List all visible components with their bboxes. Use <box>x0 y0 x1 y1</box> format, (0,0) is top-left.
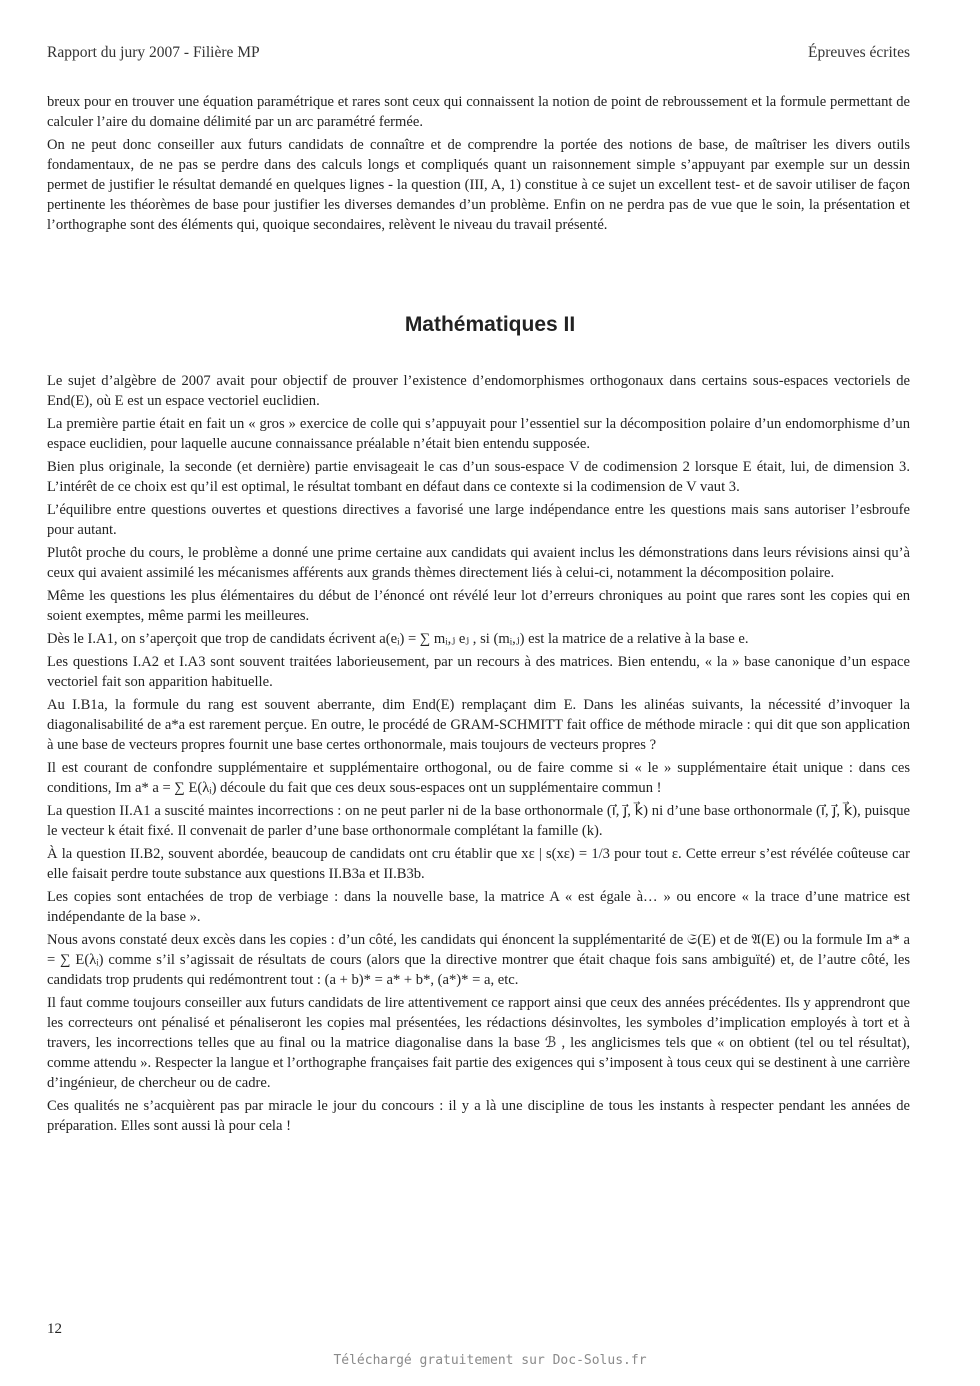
paragraph: À la question II.B2, souvent abordée, beaucoup de candidats ont cru établir que xε | s(xε) = 1/3 pour tout ε. Cette erreur s’est révélée coûteuse car elle faisait perdre toute substance aux questions II.B3a et II.B3b. <box>47 846 910 882</box>
paragraph: Le sujet d’algèbre de 2007 avait pour objectif de prouver l’existence d’endomorphismes orthogonaux dans certains sous-espaces vectoriels de End(E), où E est un espace vectoriel euclidien. <box>47 373 910 409</box>
page-number: 12 <box>47 1321 62 1337</box>
paragraph: On ne peut donc conseiller aux futurs candidats de connaître et de comprendre la portée des notions de base, de maîtriser les divers outils fondamentaux, de ne pas se perdre dans des calculs longs et compliqués quant un raisonnement simple s’appuyant par exemple sur un dessin permet de justifier le résultat demandé en quelques lignes - la question (III, A, 1) constitue à ce sujet un excellent test- et de savoir utiliser de façon pertinente les théorèmes de base pour justifier les diverses demandes d’un problème. Enfin on ne perdra pas de vue que le soin, la présentation et l’orthographe sont des éléments qui, quoique secondaires, relèvent le niveau du travail présenté. <box>47 137 910 233</box>
paragraph: Plutôt proche du cours, le problème a donné une prime certaine aux candidats qui avaient inclus les démonstrations dans leurs révisions ainsi qu’à ceux qui avaient assimilé les mécanismes afférents aux grands thèmes directement liés à celui-ci, notamment la décomposition polaire. <box>47 545 910 581</box>
section-body <box>47 371 910 1139</box>
paragraph: Nous avons constaté deux excès dans les copies : d’un côté, les candidats qui énoncent la supplémentarité de 𝔖(E) et de 𝔄(E) ou la formule Im a* a = ∑ E(λᵢ) comme s’il s’agissait de résultats de cours (alors que la directive montrer que était chaque fois sans ambiguïté) et, de l’autre côté, les candidats trop prudents qui redémontrent tout : (a + b)* = a* + b*, (a*)* = a, etc. <box>47 932 910 988</box>
header-right: Épreuves écrites <box>808 44 910 61</box>
page-header <box>47 44 910 62</box>
paragraph: La première partie était en fait un « gros » exercice de colle qui s’appuyait pour l’essentiel sur la décomposition polaire d’un endomorphisme d’un espace euclidien, pour laquelle aucune connaissance préalable n’était bien entendu supposée. <box>47 416 910 452</box>
paragraph: Les questions I.A2 et I.A3 sont souvent traitées laborieusement, par un recours à des matrices. Bien entendu, « la » base canonique d’un espace vectoriel fait son apparition habituelle. <box>47 654 910 690</box>
paragraph: La question II.A1 a suscité maintes incorrections : on ne peut parler ni de la base orthonormale (i⃗, j⃗, k⃗) ni d’une base orthonormale (i⃗, j⃗, k⃗), puisque le vecteur k était fixé. Il convenait de parler d’une base orthonormale complétant la famille (k). <box>47 803 910 839</box>
paragraph: Dès le I.A1, on s’aperçoit que trop de candidats écrivent a(eᵢ) = ∑ mᵢ,ⱼ eⱼ , si (mᵢ,ⱼ) est la matrice de a relative à la base e. <box>47 631 749 647</box>
paragraph: Il faut comme toujours conseiller aux futurs candidats de lire attentivement ce rapport ainsi que ceux des années précédentes. Ils y apprendront que les correcteurs ont pénalisé et pénaliseront les copies mal présentées, les rédactions désinvoltes, les symboles d’implication employés à tort et à travers, les incorrections telles que au final ou la matrice diagonalise dans la base ℬ , les anglicismes tels que « on obtient (tel ou tel résultat), comme attendu ». Respecter la langue et l’orthographe françaises fait partie des exigences qui s’imposent à tous ceux qui se destinent à une carrière d’ingénieur, de chercheur ou de cadre. <box>47 995 910 1091</box>
paragraph: L’équilibre entre questions ouvertes et questions directives a favorisé une large indépendance entre les questions mais sans autoriser l’esbroufe pour autant. <box>47 502 910 538</box>
paragraph: Ces qualités ne s’acquièrent pas par miracle le jour du concours : il y a là une discipline de tous les instants à respecter pendant les années de préparation. Elles sont aussi là pour cela ! <box>47 1098 910 1134</box>
section-title: Mathématiques II <box>404 313 576 336</box>
intro-text <box>47 92 910 238</box>
paragraph: Au I.B1a, la formule du rang est souvent aberrante, dim End(E) remplaçant dim E. Dans les alinéas suivants, la nécessité d’invoquer la diagonalisabilité de a*a est rarement perçue. En outre, le procédé de GRAM-SCHMITT fait office de méthode miracle : qui dit que son application à une base de vecteurs propres fournit une base certes orthonormale, mais toujours de vecteurs propres ? <box>47 697 910 753</box>
paragraph: Même les questions les plus élémentaires du début de l’énoncé ont révélé leur lot d’erreurs chroniques au point que rares sont les copies qui en soient exemptes, même parmi les meilleures. <box>47 588 910 624</box>
paragraph: Les copies sont entachées de trop de verbiage : dans la nouvelle base, la matrice A « est égale à… » ou encore « la trace d’une matrice est indépendante de la base ». <box>47 889 910 925</box>
paragraph: Bien plus originale, la seconde (et dernière) partie envisageait le cas d’un sous-espace V de codimension 2 lorsque E était, lui, de dimension 3. L’intérêt de ce choix est qu’il est optimal, le résultat tombant en défaut dans ce contexte si la codimension de V vaut 3. <box>47 459 910 495</box>
paragraph: breux pour en trouver une équation paramétrique et rares sont ceux qui connaissent la notion de point de rebroussement et la formule permettant de calculer l’aire du domaine délimité par un arc paramétré fermée. <box>47 94 910 130</box>
paragraph: Il est courant de confondre supplémentaire et supplémentaire orthogonal, ou de faire comme si « le » supplémentaire était unique : dans ces conditions, Im a* a = ∑ E(λᵢ) découle du fait que ces deux sous-espaces ont un supplémentaire commun ! <box>47 760 910 796</box>
header-left: Rapport du jury 2007 - Filière MP <box>47 44 260 61</box>
download-footer: Téléchargé gratuitement sur Doc-Solus.fr <box>333 1353 647 1368</box>
